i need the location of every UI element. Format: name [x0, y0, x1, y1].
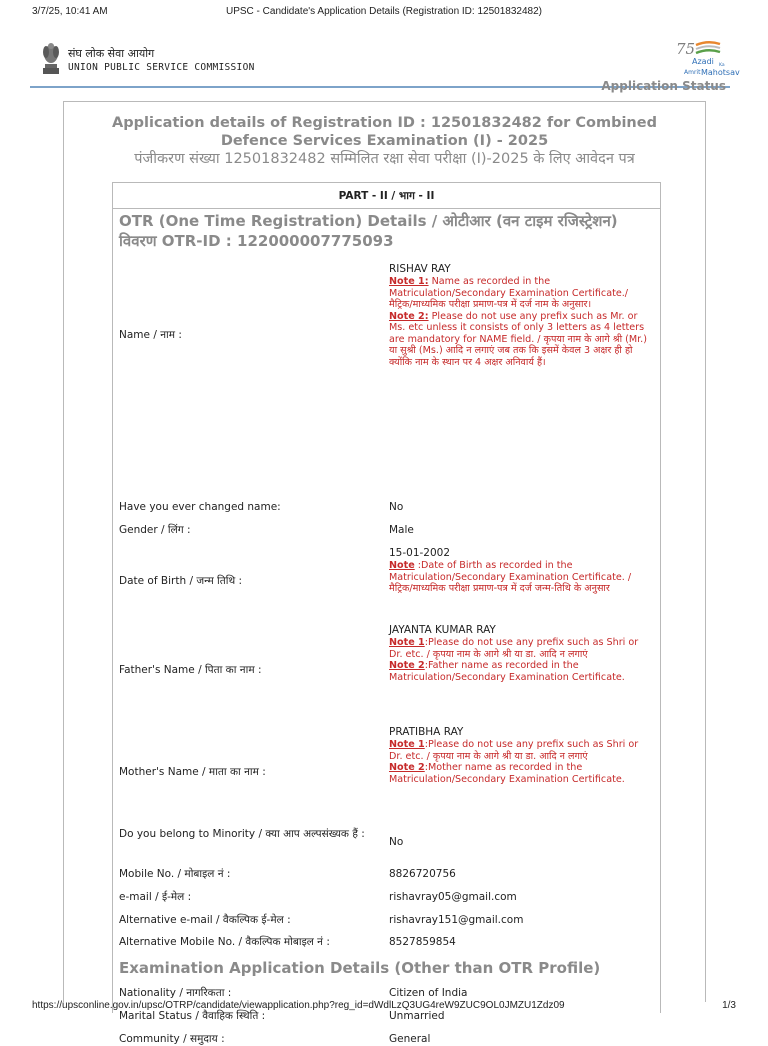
divider: [113, 208, 660, 209]
marital-label: Marital Status / वैवाहिक स्थिति :: [119, 1010, 266, 1022]
application-status-link[interactable]: Application Status: [601, 79, 726, 93]
page-title-hindi: पंजीकरण संख्या 12501832482 सम्मिलित रक्षा सेवा परीक्षा (I)-2025 के लिए आवेदन पत्र: [134, 151, 635, 167]
part-two-panel: [112, 182, 661, 1045]
email-label: e-mail / ई-मेल :: [119, 891, 192, 903]
dob-value-block: [389, 547, 652, 595]
azadi-number: 75: [676, 40, 696, 58]
community-label: Community / समुदाय :: [119, 1033, 225, 1045]
dob-label: Date of Birth / जन्म तिथि :: [119, 575, 243, 587]
name-note-1: Note 1: Name as recorded in the Matriculation/Secondary Examination Certificate./ मैट्रिक/माध्यमिक परीक्षा प्रमाण-पत्र में दर्ज नाम के अनुसार।: [389, 276, 629, 310]
email-value: rishavray05@gmail.com: [389, 891, 517, 903]
mother-name-value: PRATIBHA RAY: [389, 726, 464, 738]
print-page-title: UPSC - Candidate's Application Details (Registration ID: 12501832482): [226, 6, 542, 17]
father-note-1: Note 1:Please do not use any prefix such as Shri or Dr. etc. / कृपया नाम के आगे श्री या डा. आदि न लगाएं: [389, 637, 639, 660]
gender-label: Gender / लिंग :: [119, 524, 191, 536]
azadi-word: Azadi: [692, 57, 714, 66]
minority-value: No: [389, 836, 404, 848]
print-page-number: 1/3: [722, 1000, 736, 1011]
national-emblem-icon: [40, 40, 62, 76]
print-url: https://upsconline.gov.in/upsc/OTRP/candidate/viewapplication.php?reg_id=dWdlLzQ3UG4reW9ZUC9OL0JMZU1Zdz09: [32, 1000, 565, 1011]
alt-mobile-label: Alternative Mobile No. / वैकल्पिक मोबाइल नं :: [119, 936, 330, 948]
father-note-2: Note 2:Father name as recorded in the Matriculation/Secondary Examination Certificate.: [389, 660, 625, 683]
gender-value: Male: [389, 524, 414, 536]
mobile-value: 8826720756: [389, 868, 456, 880]
marital-value: Unmarried: [389, 1010, 445, 1022]
community-value: General: [389, 1033, 431, 1045]
azadi-amrit: Amrit: [684, 69, 701, 76]
dob-value: 15-01-2002: [389, 547, 451, 559]
alt-email-label: Alternative e-mail / वैकल्पिक ई-मेल :: [119, 914, 291, 926]
print-header: [32, 6, 736, 20]
mobile-label: Mobile No. / मोबाइल नं :: [119, 868, 231, 880]
azadi-ka: Ka: [719, 63, 725, 68]
mother-name-label: Mother's Name / माता का नाम :: [119, 766, 266, 778]
name-label: Name / नाम :: [119, 329, 182, 341]
name-value: RISHAV RAY: [389, 263, 451, 275]
mother-name-value-block: [389, 726, 652, 785]
dob-note: Note :Date of Birth as recorded in the Matriculation/Secondary Examination Certificate. / मैट्रिक/माध्यमिक परीक्षा प्रमाण-पत्र में दर्ज जन्म-तिथि के अनुसार: [389, 560, 632, 594]
minority-label: Do you belong to Minority / क्या आप अल्पसंख्यक हैं :: [119, 828, 365, 840]
org-name-hindi: संघ लोक सेवा आयोग: [68, 47, 155, 60]
part-title: PART - II / भाग - II: [338, 190, 435, 202]
page-title: Application details of Registration ID : 12501832482 for Combined Defence Services Examination (I) - 2025: [112, 115, 657, 149]
mother-note-2: Note 2:Mother name as recorded in the Matriculation/Secondary Examination Certificate.: [389, 762, 625, 785]
changed-name-label: Have you ever changed name:: [119, 501, 281, 513]
azadi-mahotsav: Mahotsav: [701, 68, 740, 77]
org-name-english: UNION PUBLIC SERVICE COMMISSION: [68, 62, 255, 73]
alt-email-value: rishavray151@gmail.com: [389, 914, 524, 926]
alt-mobile-value: 8527859854: [389, 936, 456, 948]
father-name-label: Father's Name / पिता का नाम :: [119, 664, 262, 676]
name-note-2: Note 2: Please do not use any prefix such as Mr. or Ms. etc unless it consists of only 3 letters as 4 letters are mandatory for NAME field. / कृपया नाम के आगे श्री (Mr.) या सुश्री (Ms.) आदि न लगाएं जब तक कि इसमें केवल 3 अक्षर ही हो क्योंकि नाम के स्थान पर 4 अक्षर अनिवार्य हैं।: [389, 310, 647, 368]
nationality-label: Nationality / नागरिकता :: [119, 987, 232, 999]
mother-note-1: Note 1:Please do not use any prefix such as Shri or Dr. etc. / कृपया नाम के आगे श्री या डा. आदि न लगाएं: [389, 739, 639, 762]
nationality-value: Citizen of India: [389, 987, 468, 999]
name-value-block: [389, 263, 652, 368]
otr-section-heading: OTR (One Time Registration) Details / ओटीआर (वन टाइम रजिस्ट्रेशन) विवरण OTR-ID : 122000007775093: [119, 212, 618, 250]
changed-name-value: No: [389, 501, 404, 513]
print-datetime: 3/7/25, 10:41 AM: [32, 6, 108, 17]
azadi-ka-amrit-mahotsav-logo: [668, 38, 740, 78]
exam-section-heading: Examination Application Details (Other than OTR Profile): [119, 959, 601, 977]
father-name-value-block: [389, 624, 652, 683]
father-name-value: JAYANTA KUMAR RAY: [389, 624, 496, 636]
print-footer: [32, 1000, 736, 1014]
